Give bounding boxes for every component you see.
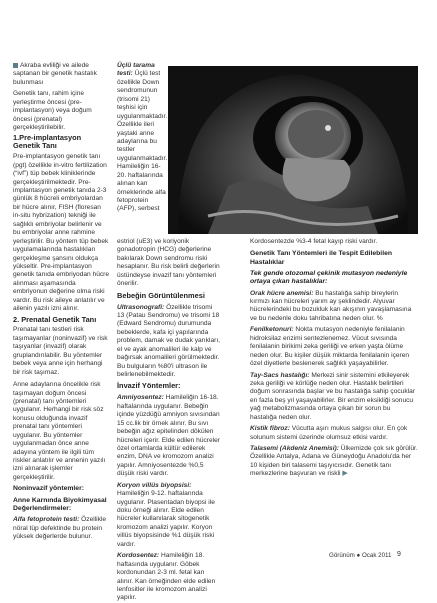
term: Üçlü tarama testi: [117,62,155,78]
square-bullet-icon [13,63,18,68]
subheading: Tek gende otozomal çekinik mutasyon nedeniyle ortaya çıkan hastalıklar: [250,270,408,286]
term: Tay-Sacs hastalığı: [250,371,310,379]
page-number: 9 [397,551,401,558]
definition: Hamileliğin 16-18. haftalarında uygulanır. Bebeğin içinde yüzdüğü amniyon sıvısından 15 cc.lik bir örnek alınır. Bu sıvı bebeğin ağız epitelinden dökülen hücreleri içerir. Elde edilen hücreler özel ortamlarda kültür edilerek enzim, DNA ve kromozom analizi yapılır. Amniyosentezde %0,5 düşük riski vardır. [117,394,220,478]
term: Fenilketonuri: [250,326,294,334]
definition: Merkezi sinir sistemini etkileyerek zeka geriliği ve körlüğe neden olur. Hastalık belirtileri doğum sonrasında başlar ve bu hastalığa sahip çocuklar en fazla beş yıl yaşayabilirler. Bir enzim eksikliği sonucu yağ metabolizmasında ortaya çıkan bir sorun bu hastalığa neden olur. [250,371,415,421]
definition: Özellikle nöral tüp defektinde bu protein yüksek değerlerde bulunur. [13,516,107,541]
term: Ultrasonografi: [117,303,165,311]
paragraph [117,394,221,478]
section-heading: Bebeğin Görüntülenmesi [117,290,205,300]
paragraph: Prenatal tanı testleri risk taşımayanlar (noninvazif) ve risk taşıyanlar (invazif) olarak gruplandırılabilir. Bu yöntemler bebek veya anne için herhangi bir risk taşımaz. [13,326,108,376]
paragraph [13,516,110,541]
paragraph [250,326,418,368]
section-heading: 1.Pre-implantasyon Genetik Tanı [13,132,82,151]
definition: Bu hastalığa sahip bireylerin kırmızı kan hücreleri yarım ay şeklindedir. Alyuvar hücrelerindeki bu bozukluk kan akışının yavaşlamasına ve bu nedenle doku tahribatına neden olur. % [250,289,412,322]
paragraph [250,425,418,442]
paragraph: estriol (uE3) ve koriyonik gonadotropin (HCG) değerlerine bakılarak Down sendromu riski hesaplanır. Bu risk belirli değerlerin üstündeyse invazif tanı yöntemleri önerilir. [117,238,220,288]
subheading: Noninvazif yöntemler: [13,485,84,493]
intro-text: Akraba evliliği ve ailede saptanan bir genetik hastalık bulunması [13,62,97,86]
paragraph [117,482,221,550]
paragraph [117,304,221,380]
term: Talasemi (Akdeniz Anemisi): [250,445,339,452]
paragraph: Anne adaylarına öncelikle risk taşımayan doğum öncesi (prenatal) tanı yöntemleri uygulanır. Herhangi bir risk söz konusu olduğunda invazif prenatal tanı yöntemleri uygulanır. Bu yöntemler uygulanmadan önce anne adayına yöntem ile ilgili tüm riskler anlatılır ve annenin yazılı izni alınarak işlemler gerçekleştirilir. [13,381,106,481]
section-heading: İnvazif Yöntemler: [117,381,181,391]
term: Orak hücre anemisi: [250,289,314,297]
subheading: Anne Karnında Biyokimyasal Değerlendirmeler: [13,496,107,512]
paragraph [250,290,418,324]
term: Koryon villüs biyopsisi: [117,481,192,489]
paragraph [250,445,418,479]
paragraph: Pre-implantasyon genetik tanı (pgt) özellikle in-vitro fertilization (“ivf”) tüp bebek kliniklerinde gerçekleştirilmektedir. Pre-implantasyon genetik tanıda 2-3 günlük 8 hücreli embriyolardan bir hücre alınır, FISH (floresan in-situ hybrization) tekniği ile sağlıklı embriyolar belirlenir ve bu embriyolar anne rahmine yerleştirilir. Bu yöntem tüp bebek uygulamalarında hastalıkları gerçekleşme şansını oldukça yükseltir. Pre-implantasyon genetik tanıda embriyodan hücre alınması aşamasında embriyonun değerine olma riski vardır. Bu risk aileye anlatılır ve ailenin yazılı izni alınır. [13,153,110,313]
column-3 [250,238,418,479]
footer-label: Görünüm ● Ocak 2011 [329,552,392,559]
definition: Ülkemizde çok sık görülür. Özellikle Antalya, Adana ve Güneydoğu Anadolu'da her 10 kişiden biri talasemi taşıyıcısıdır. Genetik tanı merkezlerine başvuran ve riskli [250,445,418,478]
column-2-bottom [117,238,221,603]
arrow-right-icon: ▶ [342,470,348,478]
definition: Hamileliğin 18. haftasında uygulanır. Göbek kordonundan 2-3 ml. fetal kan alınır. Kan örneğinden elde edilen lenfositler ile kromozom analizi yapılır. [117,552,216,602]
column-1 [13,62,110,541]
ultrasound-image [168,66,418,234]
paragraph: Genetik tanı, rahim içine yerleştirme öncesi (pre-implantasyon) veya doğum öncesi (prenatal) gerçekleştirilebilir. [13,90,92,132]
column-2-top [117,62,167,214]
definition: Hamileliğin 9-12. haftalarında uygulanır. Plasentadan biyopsi ile doku örneği alınır. Elde edilen hücreler kullanılarak sitogenetik kromozom analizi yapılır. Koryon villüs biyopsisinde %1 düşük riski vardır. [117,490,215,548]
definition: Nokta mutasyon nedeniyle fenilalanin hidroksilaz enzimi sentezlenemez. Vücut sıvısında fenilalanin birikimi zeka geriliği ve erken yaşta ölüme neden olur. Bu kişiler düşük miktarda fenilalanin içeren özel diyetlerle beslenerek sağlıklı yaşayabilirler. [250,326,410,368]
definition: Vücutta aşırı mukus salgısı olur. En çok solunum sistemi üzerinde olumsuz etkisi vardır. [250,425,408,441]
section-heading: Genetik Tanı Yöntemleri ile Tespit Edilebilen Hastalıklar [250,250,393,266]
definition: Üçlü test özellikle Down sendromunun (trisomi 21) teşhisi için uygulanmaktadır. Özellikle ileri yaştaki anne adaylarına bu testler uygulanmaktadır. Hamileliğin 16-20. haftalarında alınan kan örneklerinde alfa fetoprotein (AFP), serbest [117,70,168,213]
intro-bullet [13,62,110,87]
term: Kordosentez: [117,552,160,560]
term: Alfa fetoprotein testi: [13,516,80,524]
term: Kistik fibroz: [250,425,290,433]
term: Amniyosentez: [117,394,164,402]
paragraph: Kordosentezde %3-4 fetal kayıp riski vardır. [250,238,378,245]
ultrasound-scan-illustration [168,66,418,234]
paragraph [117,552,221,603]
section-heading: 2. Prenatal Genetik Tanı [13,314,97,324]
definition: Özellikle trisomi 13 (Patau Sendromu) ve trisomi 18 (Edward Sendromu) durumunda bebeklerde, kafa içi yapılarında problem, damak ve dudak yarıkları, el ve ayak anomalileri ile kalp ve bağırsak anomalileri görülmektedir. Bu bulguların %80'i ultrason ile belirlenebilmektedir. [117,303,220,378]
paragraph [250,372,418,423]
paragraph [117,62,167,214]
